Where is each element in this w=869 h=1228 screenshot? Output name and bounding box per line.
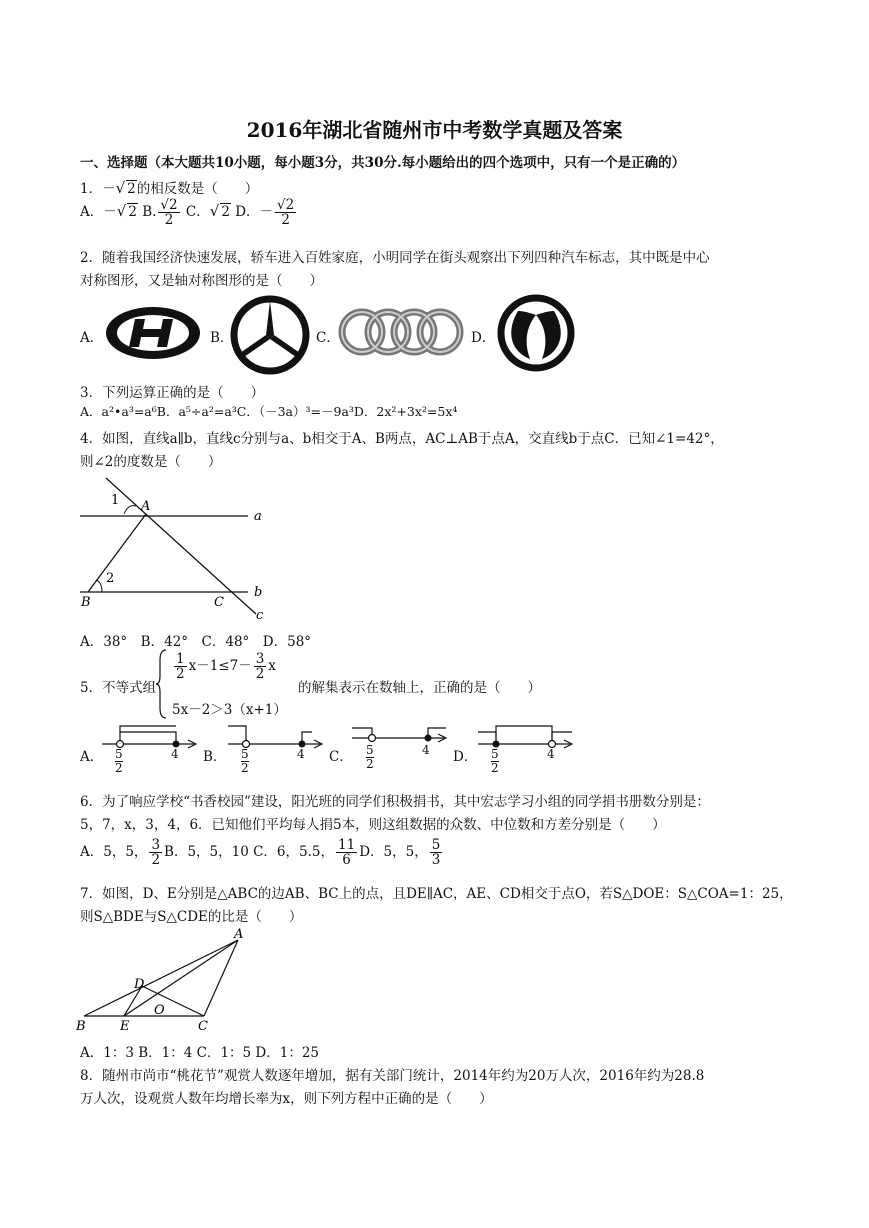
question-5-prefix: 5．不等式组 [80, 680, 157, 696]
question-6-line2: 5，7，x，3，4，6．已知他们平均每人捐5本，则这组数据的众数、中位数和方差分别是（ ） [80, 817, 666, 833]
q4-angle-2-label: 2 [106, 571, 115, 586]
q5-option-c-label: C． [329, 749, 353, 765]
q4-line-a-label: a [254, 509, 262, 524]
q4-point-B-label: B [81, 595, 91, 610]
q5-inequality-2: 5x－2＞3（x+1） [172, 702, 287, 718]
question-8-line1: 8．随州市尚市“桃花节”观赏人数逐年增加，据有关部门统计，2014年约为20万人次，2016年约为28.8 [80, 1068, 705, 1084]
dongfeng-logo-icon [496, 293, 576, 373]
question-2-line1: 2．随着我国经济快速发展，轿车进入百姓家庭，小明同学在街头观察出下列四种汽车标志，其中既是中心 [80, 250, 710, 266]
q7-point-C-label: C [198, 1019, 208, 1034]
q5-a-tick-4: 4 [171, 747, 179, 761]
q5-numberline-c [350, 718, 450, 758]
q5-a-tick-fraction: 5 2 [115, 747, 123, 775]
q7-point-A-label: A [234, 927, 244, 942]
q4-parallel-lines-diagram [76, 476, 276, 624]
question-1-options: A．－√ 2 B. $\frac{√2}{2}$ C．√ 2 D．－ $\frac{√2}{2}$ [80, 197, 295, 229]
question-5-suffix: 的解集表示在数轴上，正确的是（ ） [298, 680, 541, 696]
q7-triangle-diagram [76, 924, 256, 1036]
question-4-options: A．38° B．42° C．48° D．58° [80, 634, 312, 650]
hyundai-logo-icon [103, 303, 203, 363]
question-7-options: A．1：3 B．1：4 C．1：5 D．1：25 [80, 1045, 319, 1061]
q4-point-A-label: A [141, 499, 151, 514]
mercedes-logo-icon [230, 295, 310, 375]
q5-option-d-label: D． [453, 749, 478, 765]
question-4-line1: 4．如图，直线a∥b，直线c分别与a、b相交于A、B两点，AC⊥AB于点A，交直线b于点C．已知∠1=42°， [80, 431, 724, 447]
question-8-line2: 万人次，设观赏人数年均增长率为x，则下列方程中正确的是（ ） [80, 1091, 493, 1107]
q2-option-b-label: B． [210, 330, 234, 346]
q7-point-O-label: O [154, 1003, 165, 1018]
question-3-stem: 3．下列运算正确的是（ ） [80, 385, 265, 401]
question-1-stem: 1．－√ 2的相反数是（ ） [80, 179, 259, 197]
q7-point-B-label: B [76, 1019, 86, 1034]
q5-brace-icon [156, 648, 168, 720]
q4-point-C-label: C [214, 595, 224, 610]
q5-d-tick-4: 4 [547, 747, 555, 761]
question-7-line1: 7．如图，D、E分别是△ABC的边AB、BC上的点，且DE∥AC，AE、CD相交于点O，若S△DOE：S△COA=1：25， [80, 886, 793, 902]
q5-c-tick-4: 4 [422, 743, 430, 757]
q2-option-a-label: A． [80, 330, 104, 346]
q5-b-tick-fraction: 5 2 [241, 747, 249, 775]
question-7-line2: 则S△BDE与S△CDE的比是（ ） [80, 909, 303, 925]
q5-option-b-label: B． [203, 749, 227, 765]
q4-line-b-label: b [254, 585, 263, 600]
page-title: 2016年湖北省随州市中考数学真题及答案 [246, 118, 623, 142]
q5-d-tick-fraction: 5 2 [491, 747, 499, 775]
question-2-line2: 对称图形，又是轴对称图形的是（ ） [80, 273, 323, 289]
question-6-line1: 6．为了响应学校“书香校园”建设，阳光班的同学们积极捐书，其中宏志学习小组的同学捐书册数分别是： [80, 794, 710, 810]
q5-b-tick-4: 4 [297, 747, 305, 761]
question-4-line2: 则∠2的度数是（ ） [80, 454, 222, 470]
q5-c-tick-fraction: 5 2 [366, 743, 374, 771]
q7-point-D-label: D [134, 977, 145, 992]
q7-point-E-label: E [120, 1019, 130, 1034]
audi-rings-logo-icon [338, 305, 466, 359]
q5-inequality-1: $\frac{1}{2}$ x－1≤7－ $\frac{3}{2}$ x [176, 651, 276, 683]
section-heading: 一、选择题（本大题共10小题，每小题3分，共30分.每小题给出的四个选项中，只有一个是正确的） [80, 155, 686, 171]
question-6-options: A．5，5， $\frac{3}{2}$ B．5，5，10 C．6，5.5， $\frac{11}{6}$ D．5，5， $\frac{5}{3}$ [80, 837, 441, 869]
question-3-options: A．a²•a³=a⁶B．a⁵÷a²=a³C．（－3a）³=－9a³D．2x²+3x²=5x⁴ [80, 404, 458, 419]
q2-option-d-label: D． [471, 330, 496, 346]
q4-line-c-label: c [256, 608, 264, 623]
q4-angle-1-label: 1 [111, 493, 120, 508]
q2-option-c-label: C． [316, 330, 340, 346]
q5-option-a-label: A． [80, 749, 104, 765]
